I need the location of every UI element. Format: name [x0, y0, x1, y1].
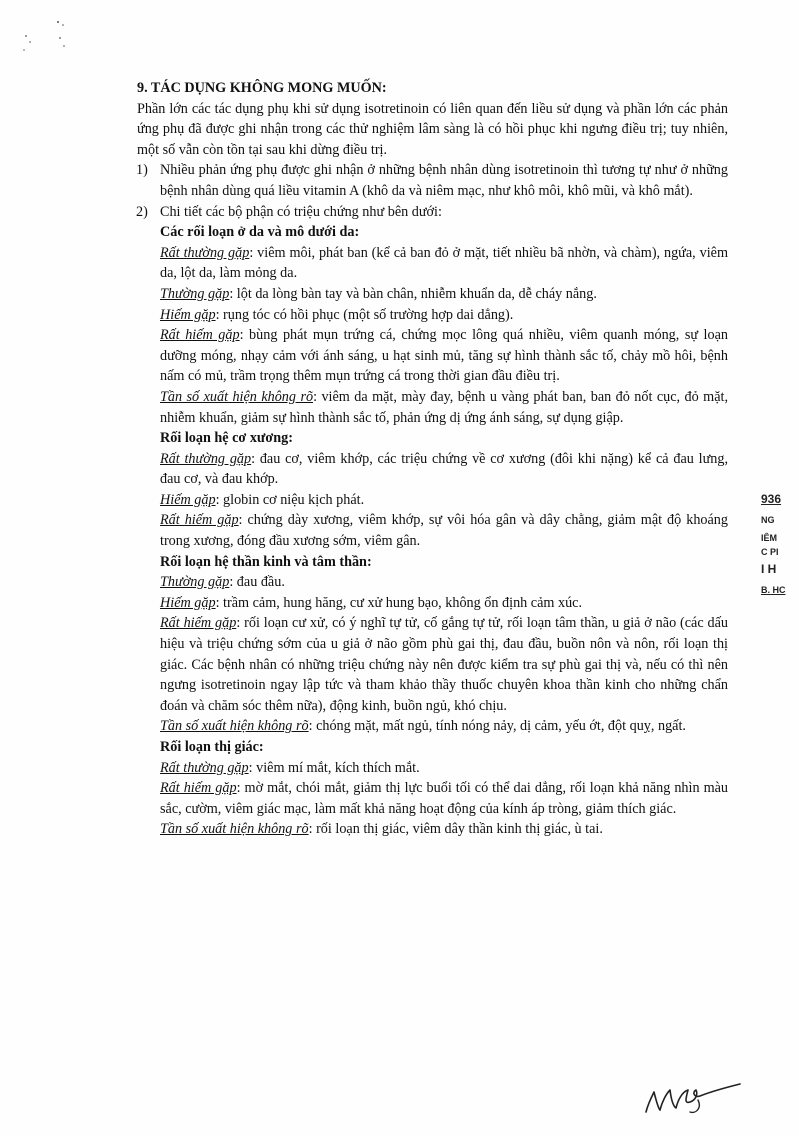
entry-text: : đau cơ, viêm khớp, các triệu chứng về cơ xương (đôi khi nặng) kể cả đau lưng, đau cơ, và đau khớp.: [160, 450, 728, 488]
stamp-line: I H: [761, 562, 777, 576]
entry-text: : viêm da mặt, mày đay, bệnh u vàng phát ban, ban đỏ nốt cục, đỏ mặt, nhiễm khuẩn, giảm sự hình thành sắc tố, phản ứng dị ứng ánh sáng, sự dụng giập.: [160, 388, 728, 426]
stamp-line: B. HC: [761, 585, 786, 595]
entry-text: : rối loạn cư xử, có ý nghĩ tự tử, cố gắng tự tử, rối loạn tâm thần, u giả ở não (các dấu hiệu và triệu chứng sớm của u giả ở não gồm phù gai thị, đau đầu, buồn nôn và nôn, rối loạn thị giác. Các bệnh nhân có những triệu chứng này nên được kiểm tra sự phù gai thị và, nếu có thì nên ngưng isotretinoin ngay lập tức và tham khảo thầy thuốc chuyên khoa thần kinh cho những chẩn đoán và chăm sóc thêm nữa), động kinh, buồn ngủ, khó chịu.: [160, 615, 728, 714]
stamp-line: NG: [761, 515, 775, 525]
stamp-line: 936: [761, 492, 782, 506]
entry: [160, 758, 728, 779]
frequency-label: Tần số xuất hiện không rõ: [160, 388, 314, 405]
frequency-label: Tần số xuất hiện không rõ: [160, 821, 309, 838]
entry: [160, 593, 728, 614]
frequency-label: Rất thường gặp: [160, 759, 249, 776]
item-number: 1): [136, 162, 148, 179]
entry: [160, 819, 728, 840]
entry-text: : chứng dày xương, viêm khớp, sự vôi hóa gân và dây chằng, giảm mật độ khoáng trong xương, đóng đầu xương sớm, viêm gân.: [160, 512, 728, 550]
entry-text: : trầm cảm, hung hăng, cư xử hung bạo, không ổn định cảm xúc.: [215, 594, 583, 611]
handwritten-signature: [640, 1074, 760, 1124]
entry-text: : đau đầu.: [229, 574, 285, 591]
entry: [160, 305, 728, 326]
entry-text: : rối loạn thị giác, viêm dây thần kinh thị giác, ù tai.: [308, 821, 603, 838]
entry-text: : mờ mắt, chói mắt, giảm thị lực buổi tối có thể dai dẳng, rối loạn khả năng nhìn màu sắc, cườm, viêm giác mạc, làm mất khả năng hoạt động của kính áp tròng, giảm thích giác.: [160, 780, 728, 817]
numbered-item-1: [137, 160, 728, 201]
item-body: [160, 202, 728, 840]
group-heading-musculoskeletal: Rối loạn hệ cơ xương:: [160, 430, 294, 447]
entry: [160, 490, 728, 511]
frequency-label: Rất hiếm gặp: [160, 512, 239, 529]
frequency-label: Hiếm gặp: [160, 594, 216, 611]
frequency-label: Tần số xuất hiện không rõ: [160, 718, 309, 735]
entry-text: : chóng mặt, mất ngủ, tính nóng nảy, dị cảm, yếu ớt, đột quỵ, ngất.: [308, 718, 686, 735]
item-number: 2): [136, 203, 148, 220]
item-text: Nhiều phản ứng phụ được ghi nhận ở những bệnh nhân dùng isotretinoin thì tương tự như ở những bệnh nhân dùng quá liều vitamin A (khô da và niêm mạc, như khô môi, khô mũi, và khô mắt).: [160, 162, 728, 199]
numbered-item-2: [137, 202, 728, 840]
entry: [160, 243, 728, 284]
frequency-label: Rất hiếm gặp: [160, 780, 237, 797]
group-heading-skin: Các rối loạn ở da và mô dưới da:: [160, 224, 360, 241]
group-heading-vision: Rối loạn thị giác:: [160, 739, 264, 755]
entry: [160, 716, 728, 737]
margin-stamp-fragment: [761, 489, 799, 601]
entry: [160, 510, 728, 551]
frequency-label: Thường gặp: [160, 574, 230, 591]
stamp-line: IÊM: [761, 533, 778, 543]
scan-speckle-mark: [16, 14, 76, 54]
group-heading-nervous: Rối loạn hệ thần kinh và tâm thần:: [160, 553, 372, 570]
adverse-effects-section: [137, 78, 728, 840]
frequency-label: Rất hiếm gặp: [160, 327, 240, 344]
entry-text: : bùng phát mụn trứng cá, chứng mọc lông quá nhiều, viêm quanh móng, sự loạn dưỡng móng, nhạy cảm với ánh sáng, u hạt sinh mủ, tăng sự hình thành sắc tố, chảy mồ hôi, bệnh nấm có mủ, trầm trọng thêm mụn trứng cá trong thời gian đầu điều trị.: [160, 327, 728, 385]
entry: [160, 572, 728, 593]
frequency-label: Rất thường gặp: [160, 244, 250, 261]
entry-text: : viêm mí mắt, kích thích mắt.: [248, 759, 420, 776]
entry-text: : rụng tóc có hồi phục (một số trường hợp dai dẳng).: [215, 306, 514, 323]
stamp-line: C PI: [761, 547, 779, 557]
section-title: 9. TÁC DỤNG KHÔNG MONG MUỐN:: [137, 80, 387, 96]
entry-text: : lột da lòng bàn tay và bàn chân, nhiễm khuẩn da, dễ cháy nắng.: [229, 285, 597, 302]
frequency-label: Rất thường gặp: [160, 450, 252, 467]
entry-text: : globin cơ niệu kịch phát.: [215, 491, 365, 508]
entry: [160, 284, 728, 305]
entry: [160, 325, 728, 387]
item-text: Chi tiết các bộ phận có triệu chứng như bên dưới:: [160, 203, 442, 220]
entry: [160, 778, 728, 819]
section-intro: Phần lớn các tác dụng phụ khi sử dụng isotretinoin có liên quan đến liều sử dụng và phần lớn các phản ứng phụ đã được ghi nhận trong các thử nghiệm lâm sàng là có hồi phục khi ngưng điều trị; tuy nhiên, một số vẫn còn tồn tại sau khi dừng điều trị.: [137, 100, 728, 158]
entry: [160, 613, 728, 716]
entry: [160, 387, 728, 428]
frequency-label: Rất hiếm gặp: [160, 615, 237, 632]
entry-text: : viêm môi, phát ban (kể cả ban đỏ ở mặt, tiết nhiều bã nhờn, và chàm), ngứa, viêm da, lột da, làm mỏng da.: [160, 244, 728, 282]
frequency-label: Hiếm gặp: [160, 306, 216, 323]
entry: [160, 449, 728, 490]
frequency-label: Hiếm gặp: [160, 491, 216, 508]
frequency-label: Thường gặp: [160, 285, 230, 302]
